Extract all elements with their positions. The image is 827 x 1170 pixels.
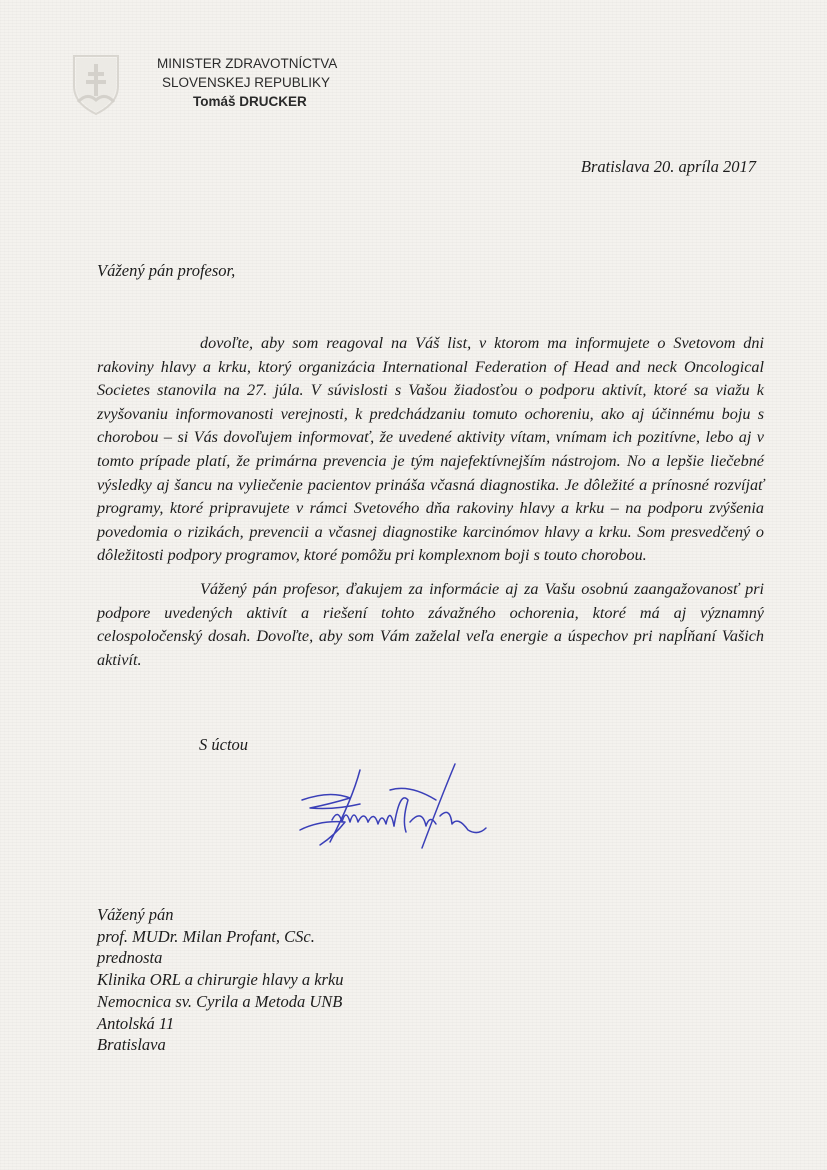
address-line: Vážený pán [97,905,174,924]
address-line: prof. MUDr. Milan Profant, CSc. [97,926,315,946]
letter-body [97,332,764,672]
paragraph-2: Vážený pán profesor, ďakujem za informácie aj za Vašu osobnú zaangažovanosť pri podpore uvedených aktivít a riešení tohto závažného ochorenia, ktoré má aj významný celospoločenský dosah. Dovoľte, aby som Vám zaželal veľa energie a úspechov pri napĺňaní Vašich aktivít. [97,579,764,669]
salutation: Vážený pán profesor, [97,261,236,280]
handwritten-signature [290,760,490,860]
address-line: Bratislava [97,1035,166,1055]
address-line: prednosta [97,948,163,968]
address-line: Nemocnica sv. Cyrila a Metoda UNB [97,991,343,1011]
letter-date: Bratislava 20. apríla 2017 [580,157,756,176]
paragraph-1: dovoľte, aby som reagoval na Váš list, v ktorom ma informujete o Svetovom dni rakoviny hlavy a krku, ktorý organizácia International Federation of Head and neck Oncological Societes stanovila na 27. júla. V súvislosti s Vašou žiadosťou o podporu aktivít, ktoré sa viažu k zvyšovaniu informovanosti verejnosti, k predchádzaniu tomuto ochoreniu, ako aj účinnému boju s chorobou – si Vás dovoľujem informovať, že uvedené aktivity vítam, vnímam ich pozitívne, lebo aj v tomto prípade platí, že primárna prevencia je tým najefektívnejším nástrojom. No a lepšie liečebné výsledky aj šancu na vyliečenie pacientov prináša včasná diagnostika. Je dôležité a prínosné rozvíjať programy, ktoré pripravujete v rámci Svetového dňa rakoviny hlavy a krku – na podporu zvýšenia povedomia o rizikách, prevencii a včasnej diagnostike karcinómov hlavy a krku. Som presvedčený o dôležitosti podpory programov, ktoré pomôžu pri komplexnom boji s touto chorobou. [97,334,764,565]
letterhead-subtitle: SLOVENSKEJ REPUBLIKY [162,75,331,90]
coat-of-arms-emblem [70,52,122,116]
closing: S úctou [199,735,249,754]
letterhead-name: Tomáš DRUCKER [193,94,307,109]
letterhead [157,54,337,111]
address-line: Antolská 11 [97,1013,175,1033]
letterhead-title: MINISTER ZDRAVOTNÍCTVA [157,56,338,71]
address-line: Klinika ORL a chirurgie hlavy a krku [97,970,344,990]
recipient-address [97,904,344,1056]
